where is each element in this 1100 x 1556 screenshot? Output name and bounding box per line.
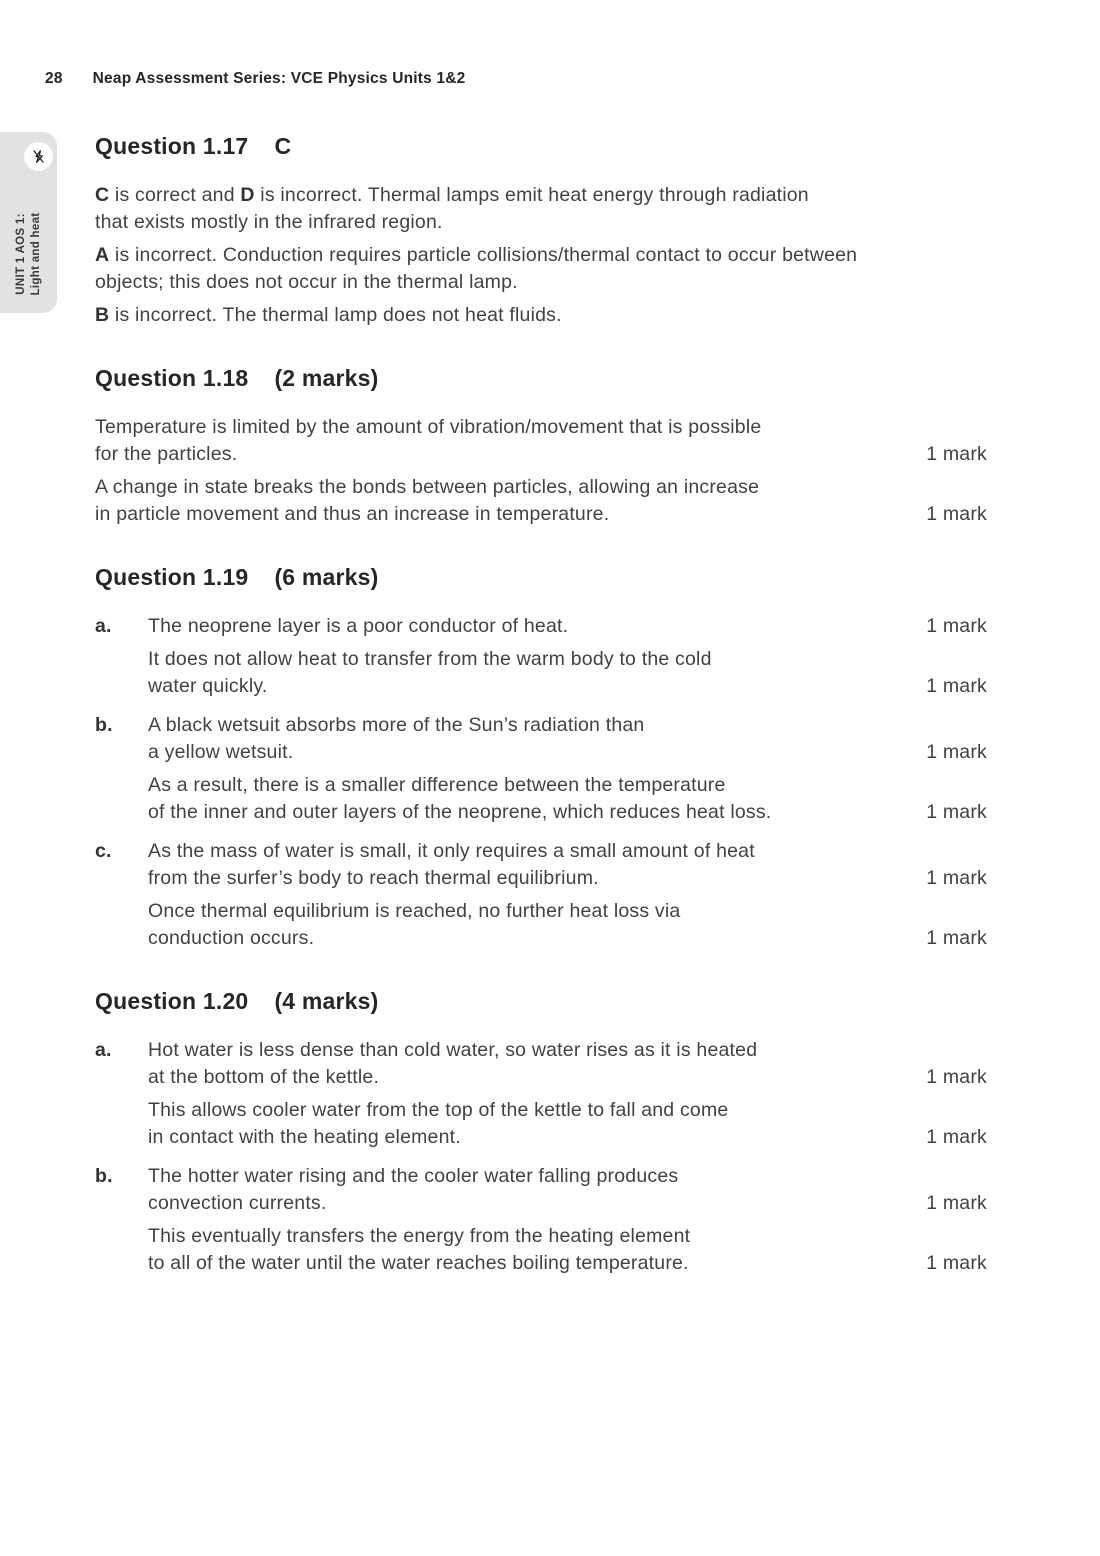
text-line [148,865,914,892]
text-segment: is incorrect. The thermal lamp does not heat fluids. [109,304,562,326]
text-segment: from the surfer’s body to reach thermal equilibrium. [148,867,599,889]
text-segment: to all of the water until the water reaches boiling temperature. [148,1252,689,1274]
text-segment: that exists mostly in the infrared region. [95,211,443,233]
answer-text [148,1037,914,1091]
answer-block [95,712,987,826]
question-title: Question 1.19 [95,564,249,590]
text-segment: The neoprene layer is a poor conductor of heat. [148,615,569,637]
question-section [95,562,987,952]
answer-text [148,838,914,892]
item-body [148,613,987,700]
text-segment: in particle movement and thus an increase in temperature. [95,503,610,525]
answer-paragraph [148,712,987,766]
text-line [148,1250,914,1277]
text-line [148,712,914,739]
bold-text: A [95,244,110,266]
text-segment: Temperature is limited by the amount of vibration/movement that is possible [95,416,762,438]
answer-paragraph [148,1223,987,1277]
text-line [148,838,914,865]
question-title: Question 1.18 [95,365,249,391]
text-line [148,1097,914,1124]
text-line [148,739,914,766]
mark-label: 1 mark [926,675,987,697]
item-body [148,1163,987,1277]
text-line [95,269,987,296]
text-line [148,613,914,640]
answer-text [148,898,914,952]
question-marks-suffix: (6 marks) [274,564,379,590]
answer-text [95,474,914,528]
text-line [148,1064,914,1091]
mark-label: 1 mark [926,927,987,949]
answer-paragraph [148,646,987,700]
bold-text: B [95,304,110,326]
text-segment: for the particles. [95,443,238,465]
text-segment: convection currents. [148,1192,327,1214]
item-body [148,1037,987,1151]
text-line [148,673,914,700]
question-title: Question 1.17 [95,133,249,159]
content [95,131,987,1277]
item-body [148,838,987,952]
text-line [148,1190,914,1217]
question-marks-suffix: C [274,133,292,159]
bold-text: C [95,184,110,206]
text-segment: a yellow wetsuit. [148,741,294,763]
answer-text [95,182,987,236]
text-line [148,1037,914,1064]
mark-label: 1 mark [926,1252,987,1274]
text-line [148,799,914,826]
text-segment: A black wetsuit absorbs more of the Sun’s radiation than [148,714,645,736]
answer-text [148,1163,914,1217]
text-segment: is correct and [109,184,241,206]
unit-tab [0,132,57,313]
text-segment: is incorrect. Conduction requires particle collisions/thermal contact to occur between [109,244,858,266]
item-label: b. [95,1165,113,1187]
text-line [95,474,914,501]
text-line [95,209,987,236]
text-segment: This eventually transfers the energy from the heating element [148,1225,691,1247]
item-body [95,414,987,528]
bold-text: D [240,184,255,206]
question-section [95,131,987,329]
question-heading [95,131,987,161]
mark-label: 1 mark [926,741,987,763]
text-segment: The hotter water rising and the cooler water falling produces [148,1165,679,1187]
answer-text [95,242,987,296]
mark-label: 1 mark [926,1126,987,1148]
answer-paragraph [95,302,987,329]
question-section [95,363,987,528]
answer-paragraph [95,414,987,468]
question-marks-suffix: (4 marks) [274,988,379,1014]
answer-text [95,302,987,329]
text-segment: water quickly. [148,675,268,697]
text-line [148,1163,914,1190]
text-segment: It does not allow heat to transfer from the warm body to the cold [148,648,712,670]
answer-block [95,1163,987,1277]
question-marks-suffix: (2 marks) [274,365,379,391]
text-segment: objects; this does not occur in the thermal lamp. [95,271,518,293]
answer-paragraph [148,1097,987,1151]
answer-paragraph [148,613,987,640]
text-line [95,182,987,209]
text-segment: As the mass of water is small, it only requires a small amount of heat [148,840,755,862]
unit-tab-line1: UNIT 1 AOS 1: [14,213,27,295]
text-line [95,414,914,441]
page-number: 28 [45,70,63,87]
answer-block [95,838,987,952]
answer-paragraph [148,838,987,892]
flash-off-icon [29,147,48,166]
text-line [148,772,914,799]
text-segment: Once thermal equilibrium is reached, no further heat loss via [148,900,681,922]
text-line [148,925,914,952]
mark-label: 1 mark [926,1066,987,1088]
text-segment: Hot water is less dense than cold water, so water rises as it is heated [148,1039,758,1061]
question-section [95,986,987,1277]
answer-text [148,1097,914,1151]
question-heading [95,363,987,393]
answer-text [148,613,914,640]
text-line [148,646,914,673]
text-line [148,1223,914,1250]
item-body [95,182,987,329]
answer-paragraph [148,772,987,826]
text-line [95,302,987,329]
answer-paragraph [148,898,987,952]
answer-text [148,646,914,700]
mark-label: 1 mark [926,801,987,823]
mark-label: 1 mark [926,1192,987,1214]
text-line [148,898,914,925]
question-heading [95,986,987,1016]
text-line [95,242,987,269]
running-head [45,70,466,88]
answer-paragraph [95,474,987,528]
answer-text [148,712,914,766]
book-title: Neap Assessment Series: VCE Physics Units 1&2 [92,70,466,87]
item-label: c. [95,840,112,862]
answer-text [148,772,914,826]
question-title: Question 1.20 [95,988,249,1014]
answer-paragraph [148,1163,987,1217]
text-segment: This allows cooler water from the top of the kettle to fall and come [148,1099,729,1121]
text-line [148,1124,914,1151]
text-line [95,501,914,528]
answer-paragraph [148,1037,987,1091]
text-segment: A change in state breaks the bonds between particles, allowing an increase [95,476,760,498]
answer-block [95,414,987,528]
unit-tab-line2: Light and heat [29,212,42,296]
text-line [95,441,914,468]
mark-label: 1 mark [926,443,987,465]
answer-block [95,1037,987,1151]
answer-text [148,1223,914,1277]
answer-block [95,182,987,329]
text-segment: is incorrect. Thermal lamps emit heat energy through radiation [254,184,809,206]
text-segment: conduction occurs. [148,927,315,949]
mark-label: 1 mark [926,503,987,525]
mark-label: 1 mark [926,615,987,637]
text-segment: at the bottom of the kettle. [148,1066,380,1088]
item-body [148,712,987,826]
text-segment: of the inner and outer layers of the neoprene, which reduces heat loss. [148,801,772,823]
answer-block [95,613,987,700]
unit-tab-label [14,213,44,296]
text-segment: As a result, there is a smaller difference between the temperature [148,774,726,796]
answer-paragraph [95,242,987,296]
mark-label: 1 mark [926,867,987,889]
text-segment: in contact with the heating element. [148,1126,461,1148]
unit-tab-badge [24,142,53,171]
item-label: b. [95,714,113,736]
item-label: a. [95,1039,112,1061]
answer-paragraph [95,182,987,236]
answer-text [95,414,914,468]
item-label: a. [95,615,112,637]
question-heading [95,562,987,592]
